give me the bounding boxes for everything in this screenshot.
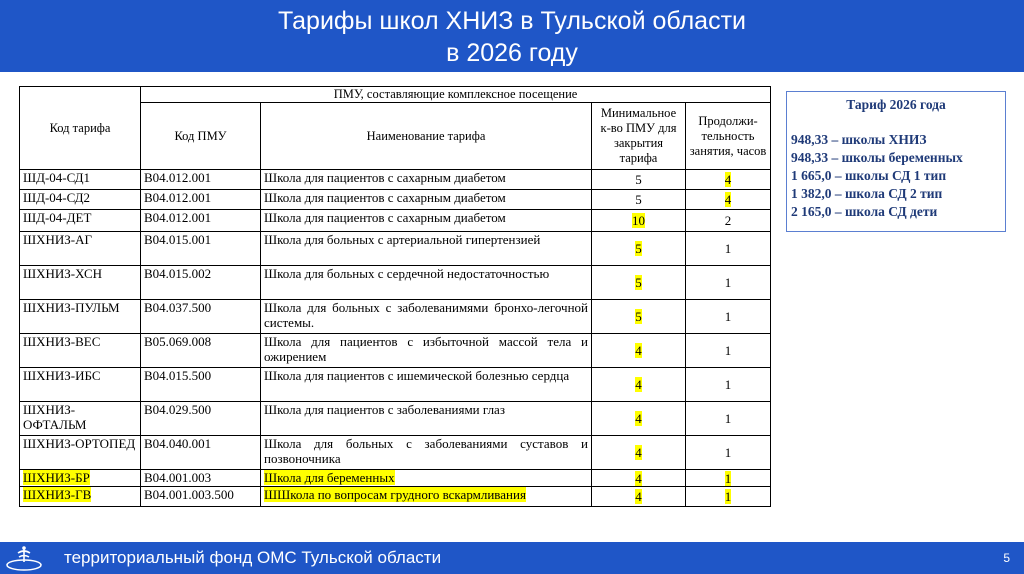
tariff-line: 948,33 – школы ХНИЗ (791, 132, 927, 147)
slide-footer (0, 542, 1024, 574)
col-header-code: Код тарифа (20, 87, 141, 170)
cell-pmu: B04.029.500 (141, 402, 261, 436)
cell-code: ШД-04-СД1 (20, 170, 141, 190)
col-header-name: Наименование тарифа (261, 103, 592, 170)
tariff-table (19, 86, 771, 507)
col-header-duration: Продолжи-тельность занятия, часов (686, 103, 771, 170)
cell-pmu: B04.015.002 (141, 266, 261, 300)
slide-title-line2: в 2026 году (446, 39, 578, 67)
tariff-line: 948,33 – школы беременных (791, 150, 963, 165)
table-row (20, 170, 771, 190)
footer-org-name: территориальный фонд ОМС Тульской области (64, 548, 442, 567)
table-row (20, 266, 771, 300)
cell-code: ШХНИЗ-ВЕС (20, 334, 141, 368)
cell-code: ШХНИЗ-ОРТОПЕД (20, 436, 141, 470)
cell-pmu: B04.012.001 (141, 190, 261, 210)
cell-pmu: B04.001.003.500 (141, 487, 261, 507)
table-row (20, 368, 771, 402)
cell-min: 5 (635, 172, 642, 187)
cell-min: 4 (635, 445, 642, 460)
cell-pmu: B04.012.001 (141, 210, 261, 232)
cell-min: 4 (635, 343, 642, 358)
cell-code: ШХНИЗ-ХСН (20, 266, 141, 300)
cell-name: Школа для больных с заболеваниями суставов и позвоночника (261, 436, 592, 470)
cell-pmu: B04.037.500 (141, 300, 261, 334)
cell-duration: 1 (724, 275, 732, 290)
col-header-pmu: Код ПМУ (141, 103, 261, 170)
cell-duration: 4 (724, 172, 732, 187)
cell-min: 10 (632, 213, 645, 228)
cell-name: ШШкола по вопросам грудного вскармливания (264, 487, 526, 502)
cell-pmu: B04.012.001 (141, 170, 261, 190)
cell-duration: 1 (724, 241, 732, 256)
cell-code: ШХНИЗ-ОФТАЛЬМ (20, 402, 141, 436)
cell-name: Школа для пациентов с сахарным диабетом (261, 190, 592, 210)
table-row (20, 402, 771, 436)
table-row (20, 470, 771, 487)
table-row (20, 190, 771, 210)
cell-name: Школа для пациентов с ишемической болезнью сердца (261, 368, 592, 402)
cell-min: 5 (635, 192, 642, 207)
table-row (20, 210, 771, 232)
cell-pmu: B04.015.500 (141, 368, 261, 402)
col-header-group: ПМУ, составляющие комплексное посещение (141, 87, 771, 103)
tariff-line: 1 665,0 – школы СД 1 тип (791, 168, 947, 183)
cell-min: 4 (635, 489, 642, 504)
table-row (20, 232, 771, 266)
cell-code: ШХНИЗ-АГ (20, 232, 141, 266)
col-header-min: Минимальное к-во ПМУ для закрытия тарифа (592, 103, 686, 170)
cell-name: Школа для больных с сердечной недостаточностью (261, 266, 592, 300)
cell-min: 5 (635, 275, 642, 290)
cell-duration: 1 (724, 445, 732, 460)
cell-duration: 4 (724, 192, 732, 207)
cell-min: 4 (635, 470, 642, 486)
table-row (20, 334, 771, 368)
cell-duration: 1 (724, 489, 732, 504)
cell-min: 5 (635, 309, 642, 324)
table-row (20, 487, 771, 507)
slide-header (0, 0, 1024, 72)
cell-name: Школа для пациентов с избыточной массой тела и ожирением (261, 334, 592, 368)
tariff-line: 2 165,0 – школа СД дети (791, 204, 938, 219)
cell-name: Школа для беременных (264, 470, 395, 485)
cell-name: Школа для больных с артериальной гипертензией (261, 232, 592, 266)
cell-min: 4 (635, 411, 642, 426)
cell-duration: 1 (724, 377, 732, 392)
cell-code: ШХНИЗ-ГВ (23, 487, 92, 502)
cell-code: ШХНИЗ-ПУЛЬМ (20, 300, 141, 334)
table-row (20, 300, 771, 334)
foms-logo-icon (4, 545, 44, 571)
cell-duration: 2 (724, 213, 732, 228)
tariff-summary-box (786, 91, 1006, 232)
cell-min: 4 (635, 377, 642, 392)
cell-code: ШХНИЗ-БР (23, 470, 90, 485)
cell-name: Школа для пациентов с сахарным диабетом (261, 210, 592, 232)
cell-duration: 1 (724, 343, 732, 358)
tariff-summary-title: Тариф 2026 года (846, 97, 946, 112)
cell-pmu: B05.069.008 (141, 334, 261, 368)
cell-name: Школа для пациентов с заболеваниями глаз (261, 402, 592, 436)
page-number: 5 (1003, 551, 1010, 565)
cell-code: ШД-04-СД2 (20, 190, 141, 210)
cell-code: ШХНИЗ-ИБС (20, 368, 141, 402)
slide-title-line1: Тарифы школ ХНИЗ в Тульской области (277, 7, 746, 35)
cell-name: Школа для больных с заболеванимями бронхо-легочной системы. (261, 300, 592, 334)
cell-code: ШД-04-ДЕТ (20, 210, 141, 232)
cell-name: Школа для пациентов с сахарным диабетом (261, 170, 592, 190)
cell-pmu: B04.040.001 (141, 436, 261, 470)
cell-pmu: B04.001.003 (141, 470, 261, 487)
cell-min: 5 (635, 241, 642, 256)
cell-pmu: B04.015.001 (141, 232, 261, 266)
cell-duration: 1 (724, 470, 732, 486)
table-row (20, 436, 771, 470)
cell-duration: 1 (724, 309, 732, 324)
cell-duration: 1 (724, 411, 732, 426)
tariff-line: 1 382,0 – школа СД 2 тип (791, 186, 943, 201)
